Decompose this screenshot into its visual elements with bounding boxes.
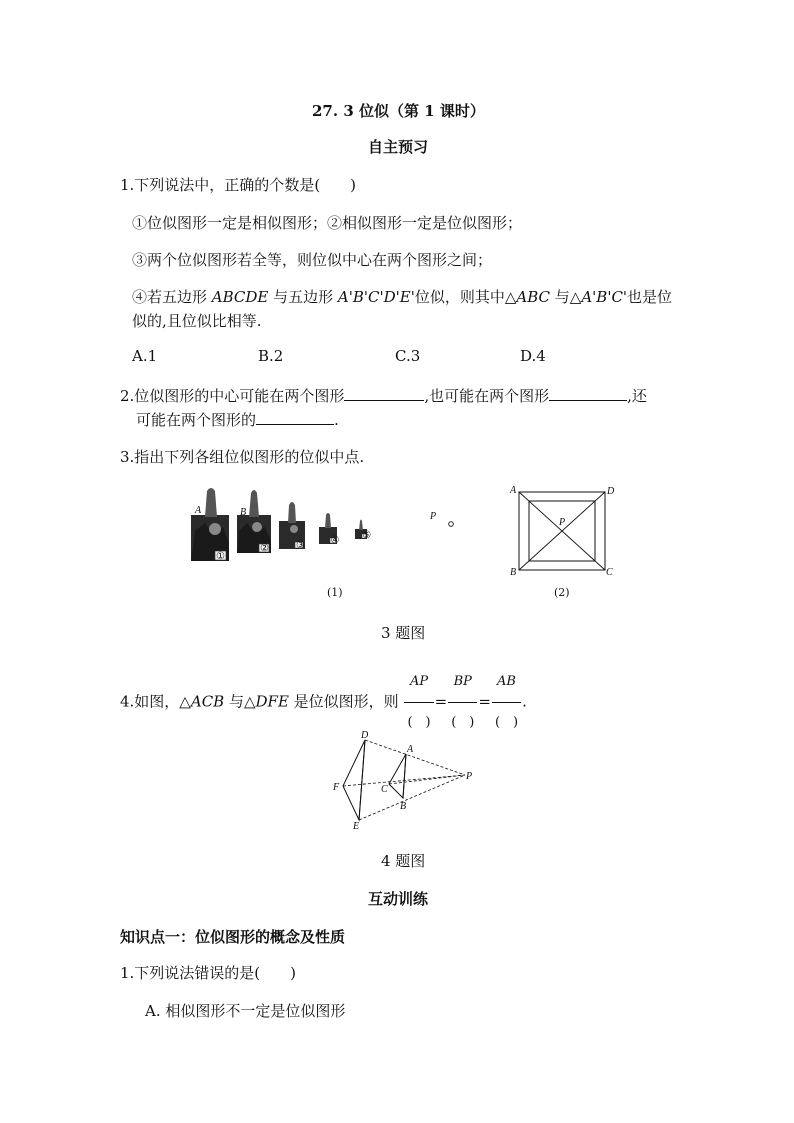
- rocket-num-2: ②: [260, 543, 269, 554]
- section-heading-preview: 自主预习: [368, 138, 429, 156]
- question-1-statement-4-cont: 似的,且位似比相等.: [132, 312, 262, 330]
- fraction-ap: $\frac{AP}{( )}$: [404, 662, 433, 743]
- page-title: 27. 3 位似（第 1 课时）: [312, 102, 485, 120]
- knowledge-point-1: 知识点一：位似图形的概念及性质: [120, 928, 346, 946]
- question-1-option-a: A.1: [132, 347, 158, 365]
- question-1-statement-4: ④若五边形 ABCDE 与五边形 A'B'C'D'E'位似，则其中△ABC 与△A'B'C'也是位: [132, 288, 673, 306]
- question-1-option-d: D.4: [520, 347, 546, 365]
- rocket-num-5: ⑤: [362, 530, 372, 541]
- figure-3-2-label: (2): [554, 586, 570, 599]
- fig4-label-d: D: [361, 730, 369, 741]
- figure-4-caption: 4 题图: [381, 852, 426, 870]
- kp1-question-1-stem: 1.下列说法错误的是( ): [120, 964, 297, 982]
- answer-blank[interactable]: ( ): [407, 715, 431, 730]
- fraction-bp: $\frac{BP}{( )}$: [448, 662, 477, 743]
- square-label-b: B: [510, 567, 517, 578]
- square-label-a: A: [510, 485, 517, 496]
- answer-blank[interactable]: [256, 410, 334, 425]
- figure-3-squares: [505, 480, 620, 580]
- rocket-label-a: A: [195, 505, 202, 516]
- fig4-label-e: E: [353, 821, 360, 832]
- rocket-label-b: B: [240, 507, 247, 518]
- kp1-question-1-option-a: A. 相似图形不一定是位似图形: [145, 1002, 346, 1020]
- rocket-num-1: ①: [216, 551, 225, 562]
- question-1-statement-1-2: ①位似图形一定是相似图形；②相似图形一定是位似图形；: [132, 214, 523, 232]
- question-4-stem: 4.如图，△ACB 与△DFE 是位似图形，则 $\frac{AP}{( )}$ = $\frac{BP}{( )}$ = $\frac{AB}{( )}$ .: [120, 662, 527, 743]
- figure-4-homothety: [325, 728, 485, 833]
- question-1-statement-3: ③两个位似图形若全等，则位似中心在两个图形之间；: [132, 251, 493, 269]
- rocket-num-4: ④: [330, 535, 340, 546]
- square-label-p: P: [559, 517, 566, 528]
- rocket-num-3: ③: [296, 540, 305, 551]
- point-p-label: P: [430, 511, 437, 522]
- figure-3-point-p: [425, 505, 465, 535]
- fig4-label-b: B: [400, 801, 407, 812]
- figure-3-rockets: [185, 483, 380, 573]
- answer-blank[interactable]: [344, 386, 424, 401]
- question-1-stem: 1.下列说法中，正确的个数是( ): [120, 176, 357, 194]
- figure-3-caption: 3 题图: [381, 624, 426, 642]
- square-label-c: C: [606, 567, 613, 578]
- fig4-label-f: F: [333, 782, 340, 793]
- answer-blank[interactable]: ( ): [451, 715, 475, 730]
- square-label-d: D: [607, 486, 615, 497]
- question-2-line-1: 2.位似图形的中心可能在两个图形 ,也可能在两个图形 ,还: [120, 387, 647, 405]
- answer-blank[interactable]: ( ): [494, 715, 519, 730]
- question-1-option-b: B.2: [258, 347, 284, 365]
- fig4-label-p: P: [466, 771, 473, 782]
- answer-blank[interactable]: [549, 386, 627, 401]
- section-heading-training: 互动训练: [368, 890, 429, 908]
- fraction-ab: $\frac{AB}{( )}$: [492, 662, 521, 743]
- figure-3-1-label: (1): [327, 586, 343, 599]
- fig4-label-a: A: [407, 744, 414, 755]
- question-2-line-2: 可能在两个图形的 .: [136, 411, 339, 429]
- question-1-option-c: C.3: [395, 347, 421, 365]
- fig4-label-c: C: [381, 784, 388, 795]
- question-3-stem: 3.指出下列各组位似图形的位似中点.: [120, 448, 365, 466]
